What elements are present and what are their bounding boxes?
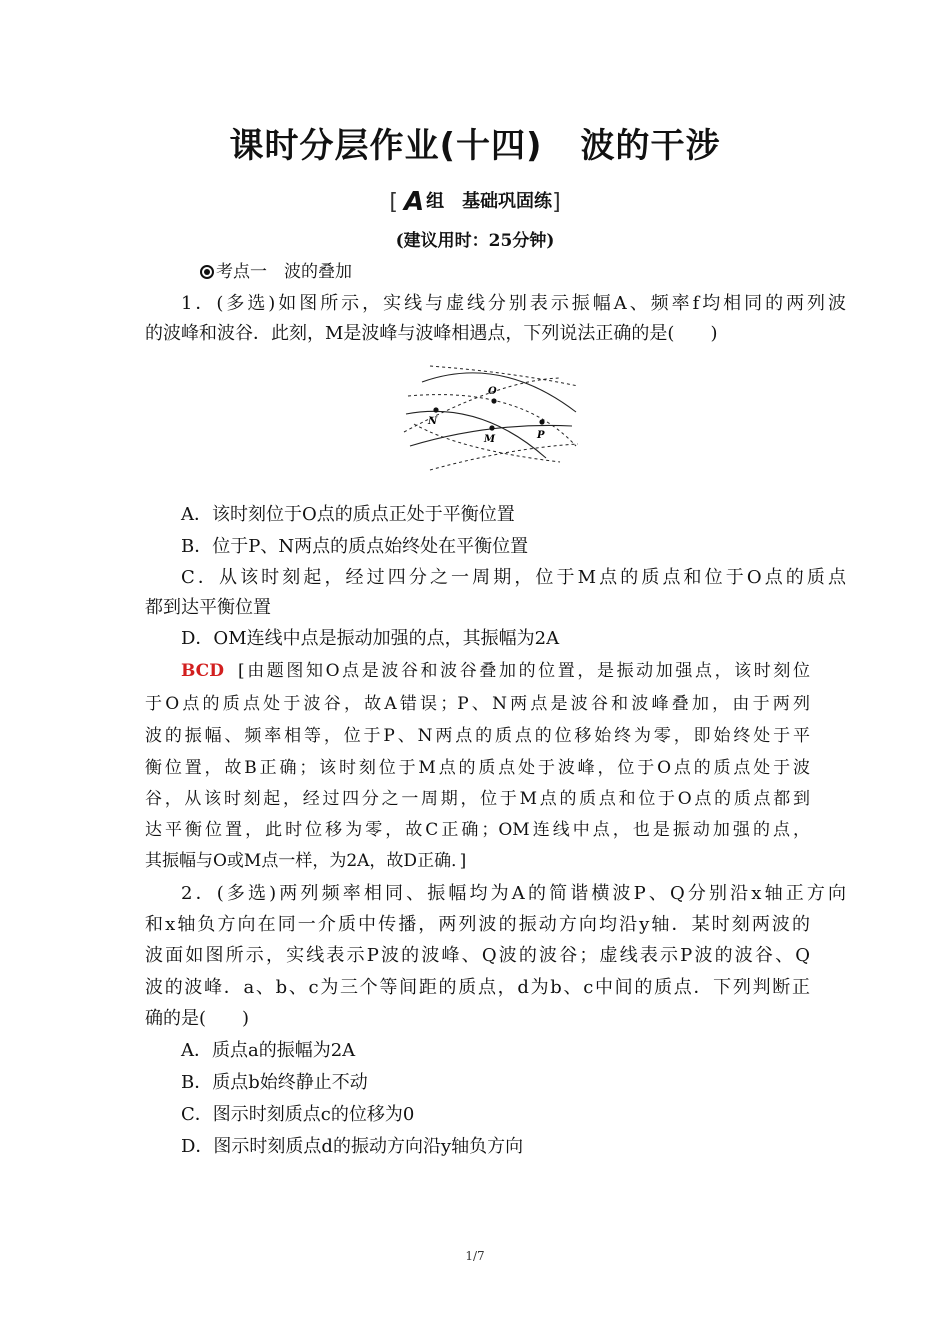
q1-explanation-7: 其振幅与O或M点一样，为2A，故D正确．] bbox=[145, 851, 467, 871]
title-sub: 波的干涉 bbox=[580, 126, 721, 166]
wave-interference-figure bbox=[400, 360, 582, 478]
label-m: M bbox=[484, 434, 496, 445]
q1-explanation-2: 于O点的质点处于波谷，故A错误；P、N两点是波谷和波峰叠加，由于两列 bbox=[145, 694, 810, 714]
q2-line-3: 波面如图所示，实线表示P波的波峰、Q波的波谷；虚线表示P波的波谷、Q bbox=[145, 945, 810, 966]
kaodian-heading bbox=[200, 257, 865, 287]
q2-option-b: B．质点b始终静止不动 bbox=[181, 1072, 368, 1093]
q1-answer-row bbox=[145, 656, 810, 686]
q1-explanation-5: 谷，从该时刻起，经过四分之一周期，位于M点的质点和位于O点的质点都到 bbox=[145, 789, 810, 809]
q2-line-2: 和x轴负方向在同一介质中传播，两列波的振动方向均沿y轴．某时刻两波的 bbox=[145, 914, 810, 935]
time-note: (建议用时：25分钟) bbox=[395, 231, 555, 251]
group-name: 基础巩固练 bbox=[462, 191, 553, 212]
label-o: O bbox=[488, 386, 497, 397]
q1-explanation-4: 衡位置，故B正确；该时刻位于M点的质点处于波峰，位于O点的质点处于波 bbox=[145, 758, 810, 778]
point-p bbox=[539, 419, 544, 424]
group-label: 组 bbox=[426, 191, 445, 212]
title-main: 课时分层作业(十四) bbox=[229, 126, 543, 166]
group-banner bbox=[0, 187, 950, 217]
point-o bbox=[491, 398, 496, 403]
dashed-trough-line bbox=[430, 444, 578, 470]
q2-option-c: C．图示时刻质点c的位移为0 bbox=[181, 1104, 415, 1125]
group-letter: A bbox=[403, 187, 425, 217]
q1-explanation-1: [由题图知O点是波谷和波谷叠加的位置，是振动加强点，该时刻位 bbox=[237, 661, 810, 681]
q2-option-a: A．质点a的振幅为2A bbox=[181, 1040, 356, 1061]
solid-crest-line bbox=[422, 373, 576, 412]
q1-option-d: D．OM连线中点是振动加强的点，其振幅为2A bbox=[181, 628, 560, 649]
q2-line-5: 确的是( ) bbox=[145, 1008, 250, 1029]
q1-answer: BCD bbox=[181, 661, 224, 681]
q1-line-1: 1．(多选)如图所示，实线与虚线分别表示振幅A、频率f均相同的两列波 bbox=[181, 293, 846, 314]
bracket-open: [ bbox=[389, 190, 398, 215]
q2-line-4: 波的波峰．a、b、c为三个等间距的质点，d为b、c中间的质点．下列判断正 bbox=[145, 977, 810, 998]
point-n bbox=[433, 407, 438, 412]
q1-explanation-3: 波的振幅、频率相等，位于P、N两点的质点的位移始终为零，即始终处于平 bbox=[145, 726, 810, 746]
solid-crest-line bbox=[406, 411, 546, 458]
q2-option-d: D．图示时刻质点d的振动方向沿y轴负方向 bbox=[181, 1136, 524, 1157]
bullet-icon bbox=[200, 265, 214, 279]
label-p: P bbox=[537, 430, 545, 441]
label-n: N bbox=[428, 416, 438, 427]
page-number: 1/7 bbox=[465, 1249, 485, 1263]
q1-explanation-6: 达平衡位置，此时位移为零，故C正确；OM连线中点，也是振动加强的点， bbox=[145, 820, 810, 840]
q1-option-a: A．该时刻位于O点的质点正处于平衡位置 bbox=[181, 504, 515, 525]
kaodian-label: 考点一 波的叠加 bbox=[216, 262, 352, 282]
bracket-close: ] bbox=[552, 190, 561, 215]
page-title bbox=[0, 118, 950, 167]
point-m bbox=[489, 425, 494, 430]
q1-option-c-cont: 都到达平衡位置 bbox=[145, 597, 271, 618]
q1-option-c: C．从该时刻起，经过四分之一周期，位于M点的质点和位于O点的质点 bbox=[181, 567, 846, 588]
q1-option-b: B．位于P、N两点的质点始终处在平衡位置 bbox=[181, 536, 529, 557]
q2-line-1: 2．(多选)两列频率相同、振幅均为A的简谐横波P、Q分别沿x轴正方向 bbox=[181, 883, 846, 904]
q1-line-2: 的波峰和波谷．此刻，M是波峰与波峰相遇点，下列说法正确的是( ) bbox=[145, 323, 718, 344]
